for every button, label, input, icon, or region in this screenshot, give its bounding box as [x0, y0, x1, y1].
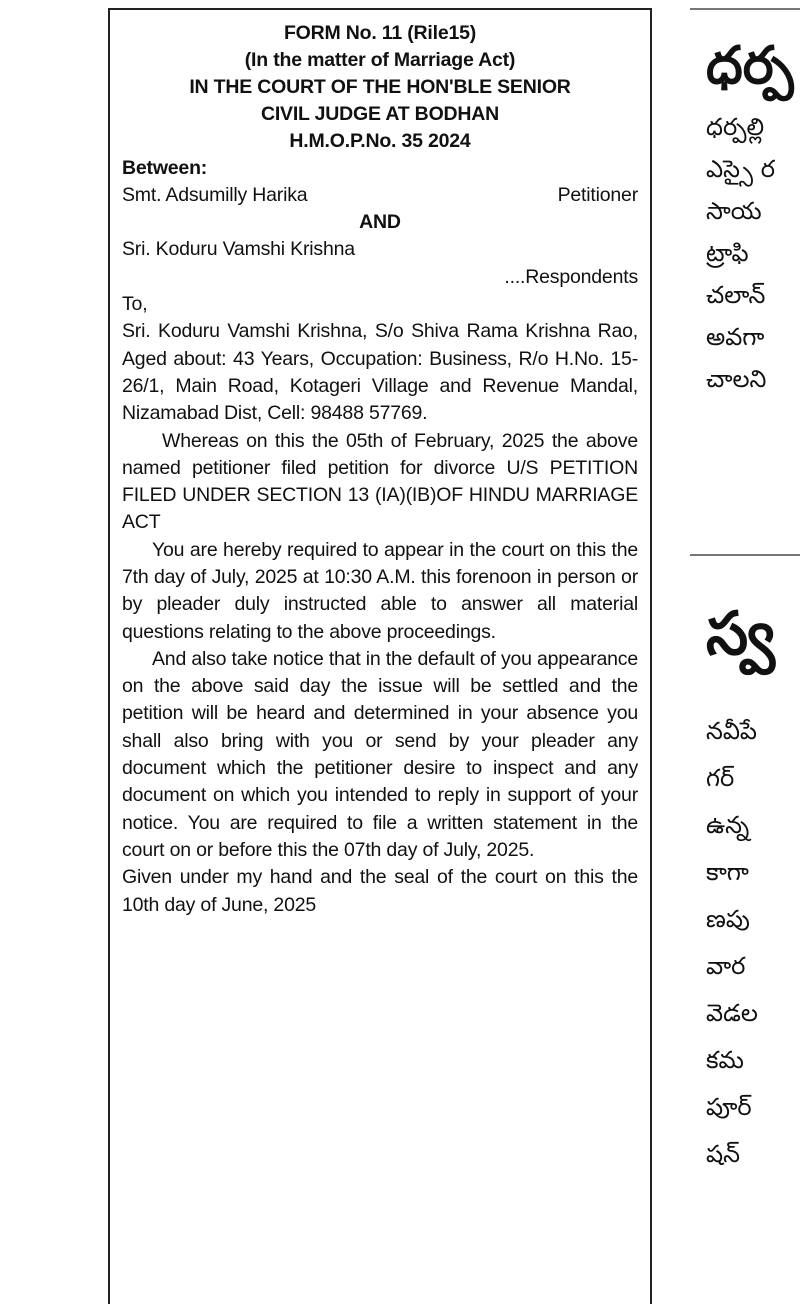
- telugu-line: కాగా: [706, 858, 749, 886]
- court-notice: [108, 8, 652, 1304]
- respondent-role: ....Respondents: [504, 265, 638, 288]
- matter-line: (In the matter of Marriage Act): [244, 48, 516, 71]
- telugu-line: ధర్పల్లి: [706, 113, 765, 141]
- paragraph-filing: Whereas on this the 05th of February, 2025 the above named petitioner filed petition for divorce U/S PETITION FILED UNDER SECTION 13 (IA)(IB)OF HINDU MARRIAGE ACT: [122, 429, 638, 534]
- respondent-name: Sri. Koduru Vamshi Krishna: [122, 238, 355, 261]
- paragraph-default-notice: And also take notice that in the default of you appearance on the above said day the issue will be settled and the petition will be heard and determined in your absence you shall also bring with you or send by your pleader any document which the petitioner desire to inspect and any document on which you intended to reply in support of your notice. You are required to file a written statement in the court on or before this the 07th day of July, 2025.: [122, 647, 639, 861]
- telugu-line: సాయ: [706, 197, 762, 225]
- telugu-line: వెడల: [706, 999, 758, 1027]
- court-name-line-1: IN THE COURT OF THE HON'BLE SENIOR: [189, 75, 571, 98]
- telugu-article-1: [706, 40, 800, 400]
- telugu-line: ణపు: [706, 905, 750, 933]
- telugu-line: చలాన్: [706, 281, 766, 309]
- petitioner-name: Smt. Adsumilly Harika: [122, 183, 308, 206]
- telugu-line: అవగా: [706, 323, 765, 351]
- between-label: Between:: [122, 156, 208, 179]
- respondent-address: Sri. Koduru Vamshi Krishna, S/o Shiva Rama Krishna Rao, Aged about: 43 Years, Occupation: Business, R/o H.No. 15-26/1, Main Road, Kotageri Village and Revenue Mandal, Nizamabad Dist, Cell: 98488 57769.: [122, 320, 638, 425]
- column-divider-mid: [690, 554, 800, 556]
- to-label: To,: [122, 293, 148, 316]
- and-label: AND: [359, 211, 401, 234]
- column-divider-top: [690, 8, 800, 10]
- petitioner-role: Petitioner: [557, 183, 638, 206]
- telugu-line: వార: [706, 952, 746, 980]
- telugu-line: చాలని: [706, 365, 767, 393]
- telugu-line: నవీపే: [706, 717, 757, 745]
- court-name-line-2: CIVIL JUDGE AT BODHAN: [260, 102, 500, 125]
- paragraph-given-under-hand: Given under my hand and the seal of the court on this the 10th day of June, 2025: [122, 866, 638, 916]
- telugu-line: పూర్: [706, 1093, 752, 1121]
- telugu-line: ట్రాఫి: [706, 239, 749, 267]
- form-number: FORM No. 11 (Rile15): [283, 22, 477, 44]
- telugu-line: షన్: [706, 1140, 740, 1168]
- telugu-line: ఉన్న: [706, 811, 750, 839]
- petitioner-row: [122, 182, 638, 209]
- paragraph-appearance: You are hereby required to appear in the court on this the 7th day of July, 2025 at 10:30 A.M. this forenoon in person or by pleader duly instructed able to answer all material questions relating to the above proceedings.: [122, 538, 638, 643]
- telugu-headline-2: స్వ: [706, 604, 775, 669]
- telugu-article-2: [706, 604, 800, 1178]
- telugu-line: కమ: [706, 1046, 744, 1074]
- notice-header: [122, 20, 638, 155]
- telugu-headline-1: ధర్ప: [706, 40, 794, 96]
- telugu-line: ఎస్సై ర: [706, 155, 775, 183]
- telugu-line: గర్: [706, 764, 735, 792]
- case-number: H.M.O.P.No. 35 2024: [289, 129, 471, 152]
